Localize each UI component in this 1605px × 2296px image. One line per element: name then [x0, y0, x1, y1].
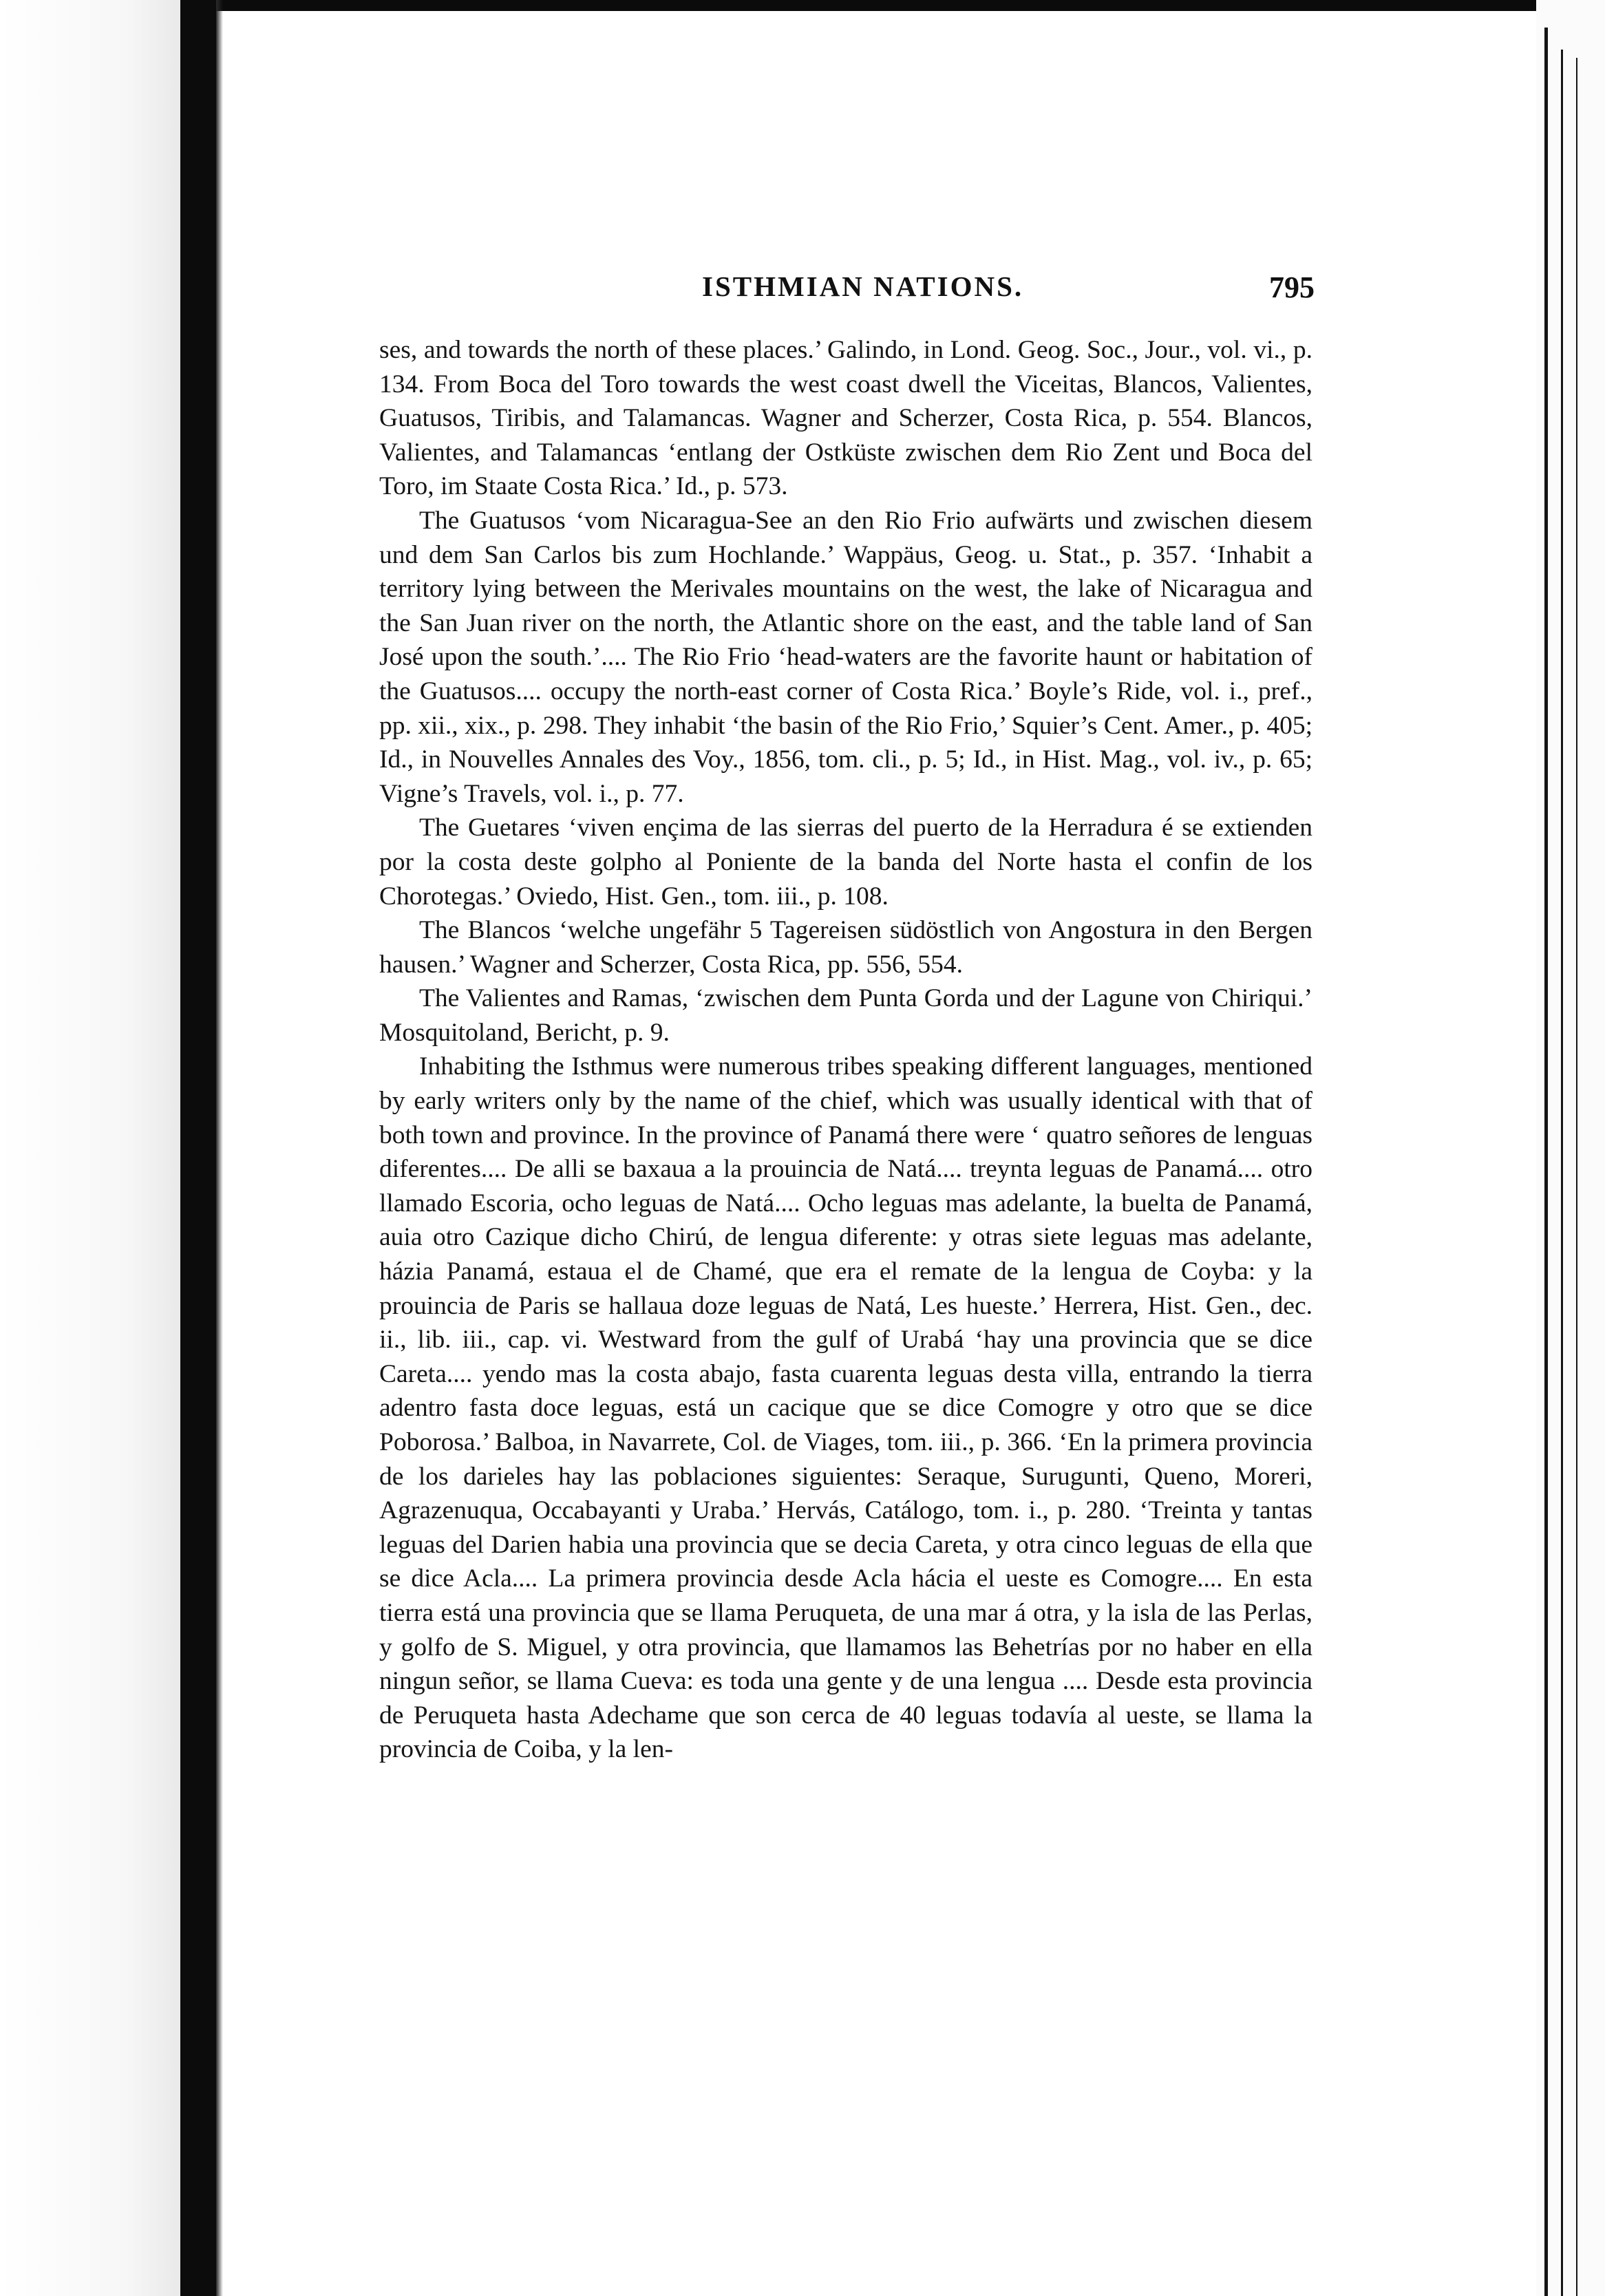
paragraph: ses, and towards the north of these places.’ Galindo, in Lond. Geog. Soc., Jour., vol. vi., p. 134. From Boca del Toro towards the west coast dwell the Viceitas, Blancos, Valientes, Guatusos, Tiribis, and Talamancas. Wagner and Scherzer, Costa Rica, p. 554. Blancos, Valientes, and Talamancas ‘entlang der Ostküste zwischen dem Rio Zent und Boca del Toro, im Staate Costa Rica.’ Id., p. 573.	[379, 336, 1312, 501]
running-title: ISTHMIAN NATIONS.	[702, 270, 1024, 302]
fore-edge-line	[1544, 28, 1548, 2296]
paragraph: The Blancos ‘welche ungefähr 5 Tagereisen südöstlich von Angostura in den Bergen hausen.’ Wagner and Scherzer, Costa Rica, pp. 556, 554.	[379, 916, 1312, 979]
paragraph: The Guetares ‘viven ençima de las sierras del puerto de la Herradura é se extienden por la costa deste golpho al Poniente de la banda del Norte hasta el confin de los Chorotegas.’ Oviedo, Hist. Gen., tom. iii., p. 108.	[379, 814, 1312, 911]
page-edge-shadow	[216, 0, 223, 2296]
paragraph: Inhabiting the Isthmus were numerous tribes speaking different languages, mentioned by early writers only by the name of the chief, which was usually identical with that of both town and province. In the province of Panamá there were ‘ quatro señores de lenguas diferentes.... De alli se baxaua a la prouincia de Natá.... treynta leguas de Panamá.... otro llamado Escoria, ocho leguas de Natá.... Ocho leguas mas adelante, la buelta de Panamá, auia otro Cazique dicho Chirú, de lengua diferente: y otras siete leguas mas adelante, házia Panamá, estaua el de Chamé, que era el remate de la lengua de Coyba: y la prouincia de Paris se hallaua doze leguas de Natá, Les hueste.’ Herrera, Hist. Gen., dec. ii., lib. iii., cap. vi. Westward from the gulf of Urabá ‘hay una provincia que se dice Careta.... yendo mas la costa abajo, fasta cuarenta leguas desta villa, entrando la tierra adentro fasta doce leguas, está un cacique que se dice Comogre y otro que se dice Poborosa.’ Balboa, in Navarrete, Col. de Viages, tom. iii., p. 366. ‘En la primera provincia de los darieles hay las poblaciones siguientes: Seraque, Surugunti, Queno, Moreri, Agrazenuqua, Occabayanti y Uraba.’ Hervás, Catálogo, tom. i., p. 280. ‘Treinta y tantas leguas del Darien habia una provincia que se decia Careta, y otra cinco leguas de ella que se dice Acla.... La primera provincia desde Acla hácia el ueste es Comogre.... En esta tierra está una provincia que se llama Peruqueta, de una mar á otra, y la isla de las Perlas, y golfo de S. Miguel, y otra provincia, que llamamos las Behetrías por no haber en ella ningun señor, se llama Cueva: es toda una gente y de una lengua .... Desde esta provincia de Peruqueta hasta Adechame que son cerca de 40 leguas todavía al ueste, se llama la provincia de Coiba, y la len-	[379, 1052, 1312, 1764]
paragraph: The Valientes and Ramas, ‘zwischen dem Punta Gorda und der Lagune von Chiriqui.’ Mosquitoland, Bericht, p. 9.	[379, 984, 1312, 1047]
book-gutter	[180, 0, 216, 2296]
page-number: 795	[1269, 270, 1315, 304]
fore-edge-line	[1576, 58, 1577, 2296]
body-text	[379, 333, 1312, 1767]
running-head	[379, 270, 1315, 311]
page-fore-edge	[1536, 0, 1605, 2296]
paragraph: The Guatusos ‘vom Nicaragua-See an den Rio Frio aufwärts und zwischen diesem und dem San Carlos bis zum Hochlande.’ Wappäus, Geog. u. Stat., p. 357. ‘Inhabit a territory lying between the Merivales mountains on the west, the lake of Nicaragua and the San Juan river on the north, the Atlantic shore on the east, and the table land of San José upon the south.’.... The Rio Frio ‘head-waters are the favorite haunt or habitation of the Guatusos.... occupy the north-east corner of Costa Rica.’ Boyle’s Ride, vol. i., pref., pp. xii., xix., p. 298. They inhabit ‘the basin of the Rio Frio,’ Squier’s Cent. Amer., p. 405; Id., in Nouvelles Annales des Voy., 1856, tom. cli., p. 5; Id., in Hist. Mag., vol. iv., p. 65; Vigne’s Travels, vol. i., p. 77.	[379, 506, 1312, 808]
facing-page-edge	[0, 0, 180, 2296]
fore-edge-line	[1561, 50, 1563, 2296]
